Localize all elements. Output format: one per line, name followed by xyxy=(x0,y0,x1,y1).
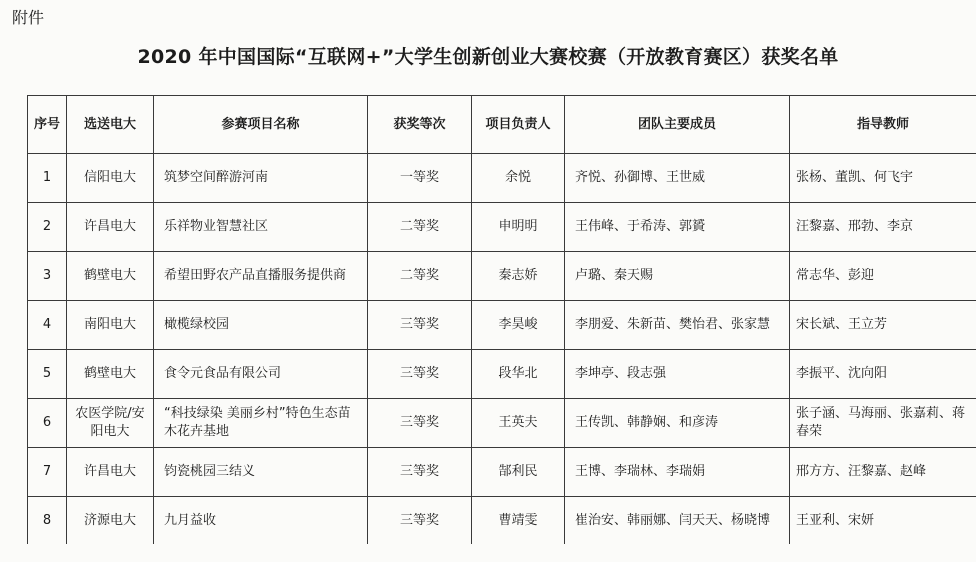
cell-project: “科技绿染 美丽乡村”特色生态苗木花卉基地 xyxy=(154,399,368,448)
cell-award: 二等奖 xyxy=(368,252,472,301)
header-school: 选送电大 xyxy=(67,96,154,154)
cell-project: 食令元食品有限公司 xyxy=(154,350,368,399)
cell-teachers: 李振平、沈向阳 xyxy=(790,350,976,399)
cell-members: 王博、李瑞林、李瑞娟 xyxy=(565,448,790,497)
cell-leader: 王英夫 xyxy=(472,399,565,448)
cell-members: 李坤亭、段志强 xyxy=(565,350,790,399)
cell-project: 筑梦空间醉游河南 xyxy=(154,154,368,203)
header-award: 获奖等次 xyxy=(368,96,472,154)
table-row xyxy=(28,154,976,203)
cell-school: 南阳电大 xyxy=(67,301,154,350)
cell-award: 三等奖 xyxy=(368,301,472,350)
table-row xyxy=(28,203,976,252)
cell-school: 农医学院/安阳电大 xyxy=(67,399,154,448)
cell-leader: 申明明 xyxy=(472,203,565,252)
cell-members: 王传凯、韩静娴、和彦涛 xyxy=(565,399,790,448)
table-row xyxy=(28,350,976,399)
cell-award: 三等奖 xyxy=(368,350,472,399)
table-header-row xyxy=(28,96,976,154)
cell-teachers: 宋长斌、王立芳 xyxy=(790,301,976,350)
header-members: 团队主要成员 xyxy=(565,96,790,154)
cell-school: 鹤壁电大 xyxy=(67,350,154,399)
cell-leader: 曹靖雯 xyxy=(472,497,565,545)
cell-teachers: 张杨、董凯、何飞宇 xyxy=(790,154,976,203)
cell-leader: 余悦 xyxy=(472,154,565,203)
header-leader: 项目负责人 xyxy=(472,96,565,154)
document-title: 2020 年中国国际“互联网+”大学生创新创业大赛校赛（开放教育赛区）获奖名单 xyxy=(137,46,839,68)
cell-seq: 6 xyxy=(28,399,67,448)
table-row xyxy=(28,448,976,497)
table-row xyxy=(28,497,976,545)
cell-award: 三等奖 xyxy=(368,448,472,497)
cell-school: 济源电大 xyxy=(67,497,154,545)
cell-award: 三等奖 xyxy=(368,399,472,448)
cell-teachers: 汪黎嘉、邢勃、李京 xyxy=(790,203,976,252)
cell-project: 乐祥物业智慧社区 xyxy=(154,203,368,252)
cell-school: 许昌电大 xyxy=(67,203,154,252)
header-teachers: 指导教师 xyxy=(790,96,976,154)
cell-leader: 郜利民 xyxy=(472,448,565,497)
header-project: 参赛项目名称 xyxy=(154,96,368,154)
cell-project: 希望田野农产品直播服务提供商 xyxy=(154,252,368,301)
attachment-label: 附件 xyxy=(12,8,45,27)
cell-seq: 8 xyxy=(28,497,67,545)
cell-leader: 李昊峻 xyxy=(472,301,565,350)
cell-leader: 秦志娇 xyxy=(472,252,565,301)
cell-award: 一等奖 xyxy=(368,154,472,203)
cell-teachers: 常志华、彭迎 xyxy=(790,252,976,301)
cell-award: 三等奖 xyxy=(368,497,472,545)
cell-leader: 段华北 xyxy=(472,350,565,399)
cell-seq: 4 xyxy=(28,301,67,350)
award-table xyxy=(27,95,976,544)
header-seq: 序号 xyxy=(28,96,67,154)
cell-members: 王伟峰、于希涛、郭贇 xyxy=(565,203,790,252)
cell-award: 二等奖 xyxy=(368,203,472,252)
cell-seq: 5 xyxy=(28,350,67,399)
table-row xyxy=(28,252,976,301)
table-row xyxy=(28,399,976,448)
table-row xyxy=(28,301,976,350)
cell-project: 橄榄绿校园 xyxy=(154,301,368,350)
cell-school: 鹤壁电大 xyxy=(67,252,154,301)
cell-seq: 7 xyxy=(28,448,67,497)
cell-members: 李朋爱、朱新苗、樊怡君、张家慧 xyxy=(565,301,790,350)
cell-project: 钧瓷桃园三结义 xyxy=(154,448,368,497)
cell-members: 卢璐、秦天赐 xyxy=(565,252,790,301)
cell-seq: 1 xyxy=(28,154,67,203)
cell-teachers: 王亚利、宋妍 xyxy=(790,497,976,545)
cell-teachers: 邢方方、汪黎嘉、赵峰 xyxy=(790,448,976,497)
cell-members: 齐悦、孙御博、王世威 xyxy=(565,154,790,203)
cell-teachers: 张子涵、马海丽、张嘉莉、蒋春荣 xyxy=(790,399,976,448)
cell-seq: 2 xyxy=(28,203,67,252)
cell-members: 崔治安、韩丽娜、闫天天、杨晓博 xyxy=(565,497,790,545)
cell-project: 九月益收 xyxy=(154,497,368,545)
cell-school: 许昌电大 xyxy=(67,448,154,497)
cell-seq: 3 xyxy=(28,252,67,301)
cell-school: 信阳电大 xyxy=(67,154,154,203)
